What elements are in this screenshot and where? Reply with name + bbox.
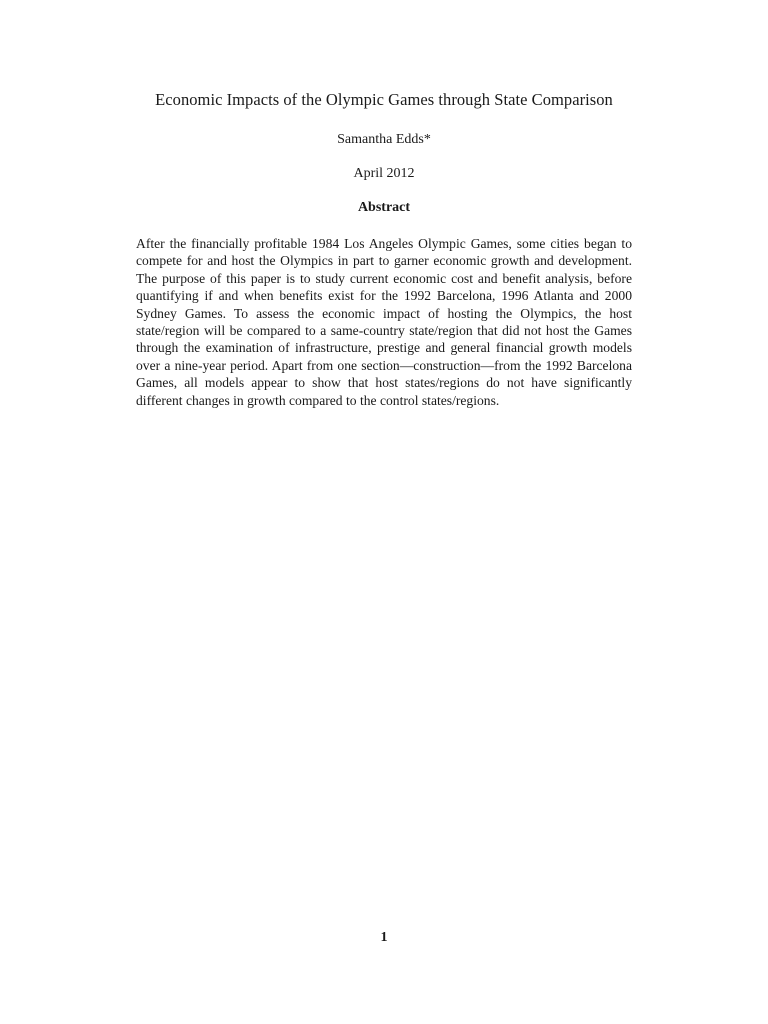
- abstract-heading: Abstract: [357, 200, 411, 215]
- page-number: 1: [380, 930, 388, 945]
- abstract-body: After the financially profitable 1984 Los Angeles Olympic Games, some cities began to compete for and host the Olympics in part to garner economic growth and development. The purpose of this paper is to study current economic cost and benefit analysis, before quantifying if and when benefits exist for the 1992 Barcelona, 1996 Atlanta and 2000 Sydney Games. To assess the economic impact of hosting the Olympics, the host state/region will be compared to a same-country state/region that did not host the Games through the examination of infrastructure, prestige and general financial growth models over a nine-year period. Apart from one section—construction—from the 1992 Barcelona Games, all models appear to show that host states/regions do not have significantly different changes in growth compared to the control states/regions.: [136, 236, 632, 408]
- author-name: Samantha Edds*: [337, 132, 431, 147]
- paper-title: Economic Impacts of the Olympic Games through State Comparison: [155, 90, 613, 109]
- publication-date: April 2012: [353, 166, 415, 181]
